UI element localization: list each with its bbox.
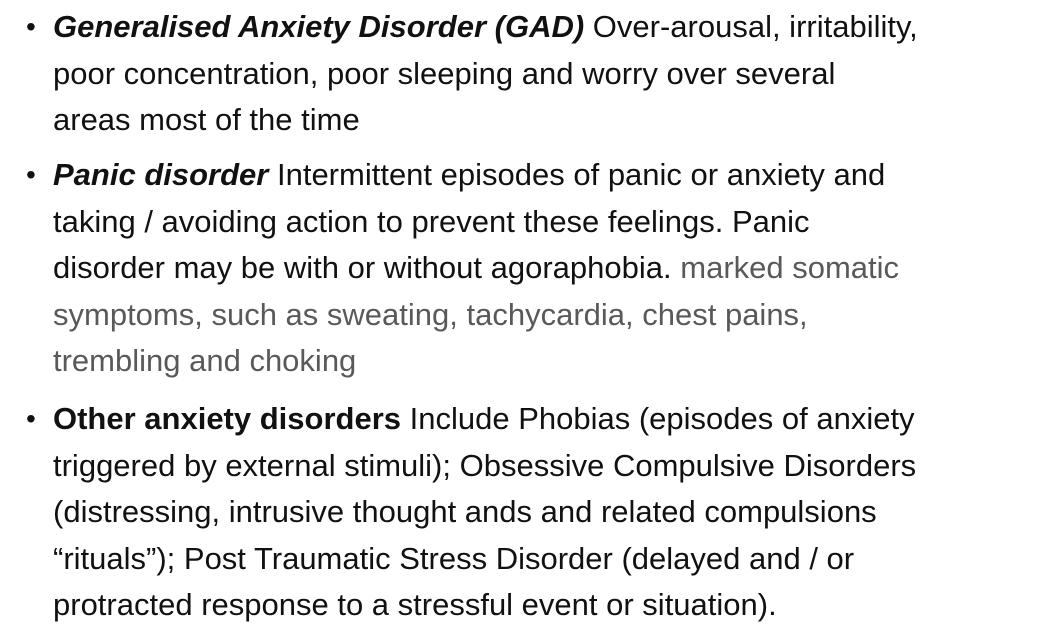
term-gad: Generalised Anxiety Disorder (GAD) (53, 9, 585, 44)
desc-fragment: Over-arousal, irritability, (584, 9, 918, 44)
text-line-muted: trembling and choking (53, 343, 357, 378)
desc-fragment: Intermittent episodes of panic or anxiety and (268, 157, 886, 192)
text-line: areas most of the time (53, 102, 360, 137)
text-line: poor concentration, poor sleeping and worry over several (53, 55, 836, 91)
text-line: (distressing, intrusive thought ands and related compulsions (53, 494, 877, 529)
term-panic: Panic disorder (53, 157, 269, 192)
somatic-fragment: marked somatic (680, 250, 900, 285)
bullet-other-text (53, 396, 1048, 629)
desc-fragment: Include Phobias (episodes of anxiety (401, 401, 915, 436)
text-line: triggered by external stimuli); Obsessive Compulsive Disorders (53, 447, 917, 483)
text-line: protracted response to a stressful event or situation). (53, 587, 777, 622)
text-line: taking / avoiding action to prevent these feelings. Panic (53, 203, 810, 239)
desc-fragment: disorder may be with or without agoraphobia. (53, 250, 681, 285)
term-other: Other anxiety disorders (53, 401, 402, 436)
text-line (53, 245, 1048, 292)
text-line (53, 396, 1048, 443)
bullet-dot: • (26, 11, 36, 42)
text-line-muted: symptoms, such as sweating, tachycardia, chest pains, (53, 296, 808, 332)
text-line (53, 4, 1048, 51)
bullet-dot: • (26, 159, 36, 190)
bullet-panic-text (53, 152, 1048, 385)
text-line (53, 152, 1048, 199)
text-line: “rituals”); Post Traumatic Stress Disorder (delayed and / or (53, 540, 855, 576)
bullet-dot: • (26, 403, 36, 434)
bullet-gad-text (53, 4, 1048, 144)
